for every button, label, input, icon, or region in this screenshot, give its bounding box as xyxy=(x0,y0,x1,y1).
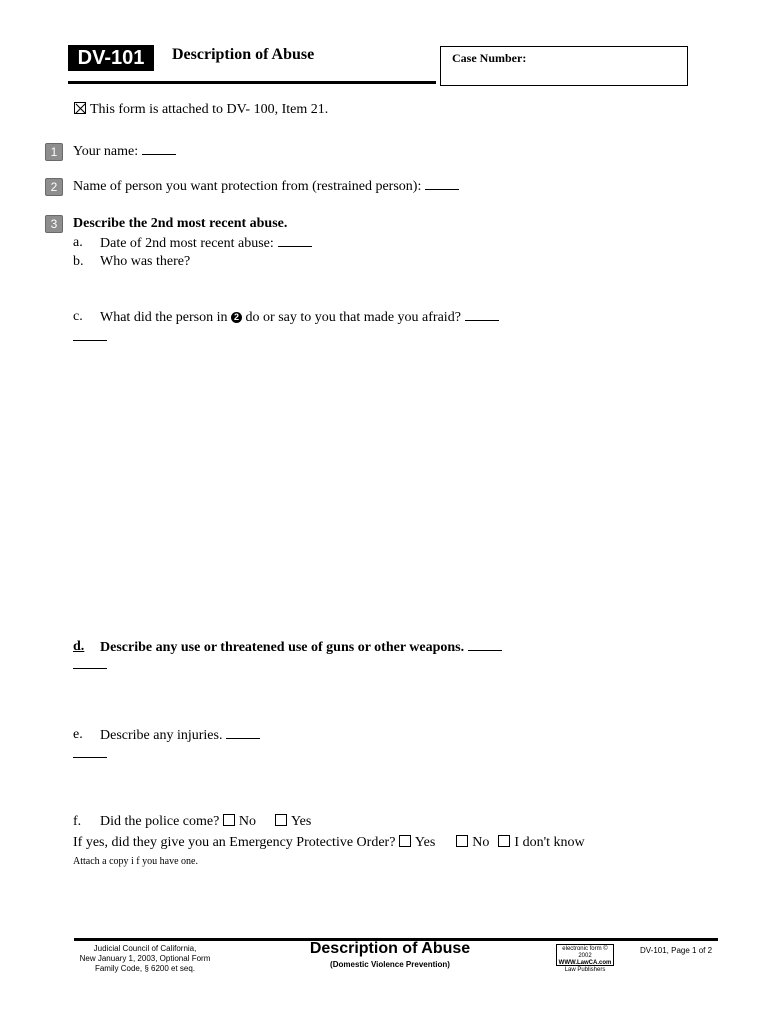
item-ref-circle-2: 2 xyxy=(231,312,242,323)
footer-left-line3: Family Code, § 6200 et seq. xyxy=(94,964,196,973)
epo-yes-label: Yes xyxy=(414,835,436,850)
form-title: Description of Abuse xyxy=(172,46,315,63)
header-rule xyxy=(68,81,436,84)
police-no-label: No xyxy=(238,814,256,829)
item1-row xyxy=(73,142,176,161)
item-number-badge-2: 2 xyxy=(45,178,63,196)
attached-row xyxy=(74,101,328,119)
weapons-label: Describe any use or threatened use of guns or other weapons. xyxy=(100,640,465,655)
item3d-row xyxy=(100,638,502,657)
police-no-checkbox[interactable] xyxy=(223,814,235,826)
item3e-letter: e. xyxy=(73,727,83,742)
item3a-row xyxy=(100,234,312,253)
footer-title: Description of Abuse xyxy=(309,940,471,957)
injuries-field[interactable] xyxy=(226,726,260,739)
footer-subtitle: (Domestic Violence Prevention) xyxy=(330,960,450,969)
restrained-person-label: Name of person you want protection from (restrained person): xyxy=(73,179,422,194)
item-number-badge-1: 1 xyxy=(45,143,63,161)
police-yes-label: Yes xyxy=(290,814,312,829)
restrained-person-field[interactable] xyxy=(425,177,459,190)
afraid-question-before: What did the person in xyxy=(100,310,228,325)
afraid-question-after: do or say to you that made you afraid? xyxy=(245,310,461,325)
police-question: Did the police come? xyxy=(100,814,220,829)
publisher-stamp xyxy=(556,944,614,973)
afraid-field[interactable] xyxy=(465,308,499,321)
case-number-label: Case Number: xyxy=(452,51,527,65)
footer-left xyxy=(70,944,220,974)
item3b-letter: b. xyxy=(73,254,84,269)
footer-left-line1: Judicial Council of California, xyxy=(93,944,197,953)
epo-no-checkbox[interactable] xyxy=(456,835,468,847)
item3-heading: Describe the 2nd most recent abuse. xyxy=(73,216,288,231)
epo-yes-checkbox[interactable] xyxy=(399,835,411,847)
item2-row xyxy=(73,177,459,196)
weapons-field[interactable] xyxy=(468,638,502,651)
epo-unknown-label: I don't know xyxy=(514,835,585,850)
footer-left-line2: New January 1, 2003, Optional Form xyxy=(79,954,211,963)
abuse-date-label: Date of 2nd most recent abuse: xyxy=(100,236,274,251)
attached-checkbox[interactable] xyxy=(74,102,86,114)
item-number-badge-3: 3 xyxy=(45,215,63,233)
who-was-there-label: Who was there? xyxy=(100,254,191,269)
item3e-row xyxy=(100,726,260,745)
item3d-letter: d. xyxy=(73,639,85,654)
your-name-label: Your name: xyxy=(73,144,139,159)
item3c-letter: c. xyxy=(73,309,83,324)
your-name-field[interactable] xyxy=(142,142,176,155)
item3f-row xyxy=(100,813,311,831)
item3a-letter: a. xyxy=(73,235,83,250)
epo-question: If yes, did they give you an Emergency Protective Order? xyxy=(73,835,396,850)
epo-row xyxy=(73,834,585,852)
police-yes-checkbox[interactable] xyxy=(275,814,287,826)
attach-note: Attach a copy i f you have one. xyxy=(73,856,198,867)
page-number: DV-101, Page 1 of 2 xyxy=(640,946,713,955)
item3c-row xyxy=(100,308,499,327)
item3f-letter: f. xyxy=(73,814,82,829)
weapons-continuation-line[interactable] xyxy=(73,668,107,669)
injuries-continuation-line[interactable] xyxy=(73,757,107,758)
epo-no-label: No xyxy=(472,835,490,850)
epo-unknown-checkbox[interactable] xyxy=(498,835,510,847)
stamp-line3: Law Publishers xyxy=(564,967,606,973)
injuries-label: Describe any injuries. xyxy=(100,728,223,743)
attached-text: This form is attached to DV- 100, Item 21. xyxy=(90,102,329,117)
abuse-date-field[interactable] xyxy=(278,234,312,247)
afraid-continuation-line[interactable] xyxy=(73,340,107,341)
stamp-line2: WWW.LawCA.com xyxy=(558,960,612,966)
form-id-badge: DV-101 xyxy=(68,45,154,71)
stamp-line1: electronic form © 2002 xyxy=(562,946,608,959)
